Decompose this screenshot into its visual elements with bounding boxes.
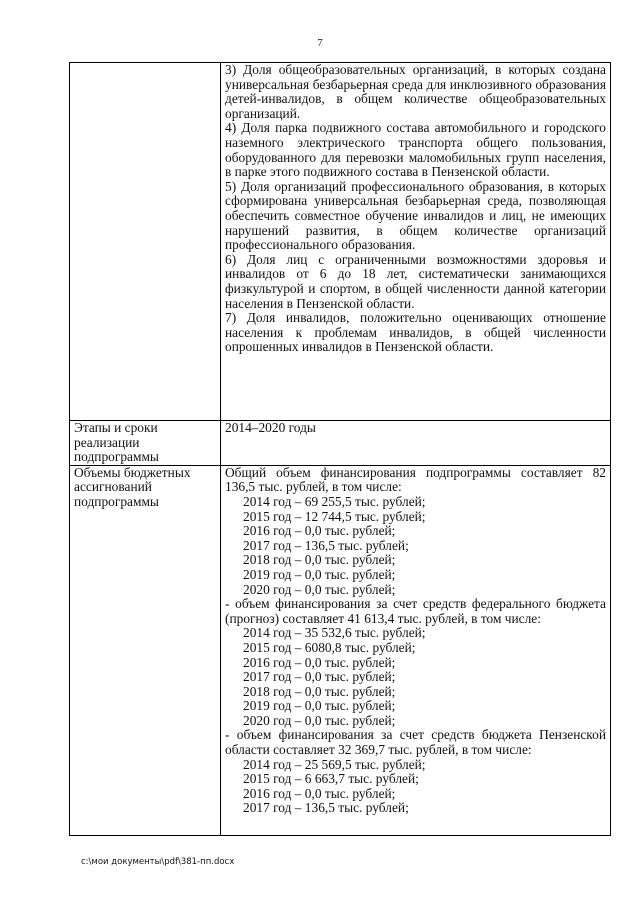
- table-row-budget: [70, 465, 611, 835]
- federal-year-line: 2018 год – 0,0 тыс. рублей;: [243, 683, 396, 699]
- total-year-line: 2015 год – 12 744,5 тыс. рублей;: [243, 508, 426, 524]
- federal-year-line: 2015 год – 6080,8 тыс. рублей;: [243, 639, 416, 655]
- table-row-stages: [70, 421, 611, 466]
- total-year-line: 2017 год – 136,5 тыс. рублей;: [243, 537, 409, 553]
- indicator-4: 4) Доля парка подвижного состава автомобильного и городского наземного электрического транспорта общего пользования, оборудованного для перевозки маломобильных групп населения, в парке этого подвижного состава в Пензенской области.: [225, 120, 606, 180]
- regional-year-line: 2016 год – 0,0 тыс. рублей;: [243, 785, 396, 801]
- total-financing-intro: Общий объем финансирования подпрограммы составляет 82 136,5 тыс. рублей, в том числе:: [225, 464, 606, 495]
- total-year-line: 2018 год – 0,0 тыс. рублей;: [243, 552, 396, 568]
- regional-financing-intro: - объем финансирования за счет средств бюджета Пензенской области составляет 32 369,7 тыс. рублей, в том числе:: [225, 727, 606, 758]
- indicators-label-cell: [70, 63, 221, 421]
- federal-year-line: 2017 год – 0,0 тыс. рублей;: [243, 669, 396, 685]
- stages-value: 2014–2020 годы: [221, 421, 611, 466]
- regional-year-line: 2017 год – 136,5 тыс. рублей;: [243, 800, 409, 816]
- federal-year-line: 2020 год – 0,0 тыс. рублей;: [243, 712, 396, 728]
- indicators-cell: [221, 63, 611, 421]
- stages-label: Этапы и сроки реализации подпрограммы: [70, 421, 221, 466]
- federal-financing-intro: - объем финансирования за счет средств федерального бюджета (прогноз) составляет 41 613,4 тыс. рублей, в том числе:: [225, 596, 606, 626]
- indicator-3: 3) Доля общеобразовательных организаций, в которых создана универсальная безбарьерная среда для инклюзивного образования детей-инвалидов, в общем количестве общеобразовательных организаций.: [225, 62, 606, 121]
- total-year-line: 2019 год – 0,0 тыс. рублей;: [243, 566, 396, 582]
- total-year-line: 2014 год – 69 255,5 тыс. рублей;: [243, 493, 426, 509]
- regional-year-line: 2015 год – 6 663,7 тыс. рублей;: [243, 771, 419, 787]
- federal-year-line: 2016 год – 0,0 тыс. рублей;: [243, 654, 396, 670]
- total-year-line: 2016 год – 0,0 тыс. рублей;: [243, 523, 396, 539]
- footer-file-path: c:\мои документы\pdf\381-пп.docx: [81, 857, 235, 867]
- total-year-line: 2020 год – 0,0 тыс. рублей;: [243, 581, 396, 597]
- federal-year-line: 2019 год – 0,0 тыс. рублей;: [243, 698, 396, 714]
- program-passport-table: [69, 62, 611, 836]
- regional-year-line: 2014 год – 25 569,5 тыс. рублей;: [243, 756, 426, 772]
- indicator-7: 7) Доля инвалидов, положительно оценивающих отношение населения к проблемам инвалидов, в общей численности опрошенных инвалидов в Пензенской области.: [225, 310, 606, 355]
- page-number: 7: [317, 37, 323, 49]
- indicator-6: 6) Доля лиц с ограниченными возможностями здоровья и инвалидов от 6 до 18 лет, систематически занимающихся физкультурой и спортом, в общей численности данной категории населения в Пензенской области.: [225, 251, 606, 311]
- budget-cell: [221, 465, 611, 835]
- indicator-5: 5) Доля организаций профессионального образования, в которых сформирована универсальная безбарьерная среда, позволяющая обеспечить совместное обучение инвалидов и лиц, не имеющих нарушений развития, в общем количестве организаций профессионального образования.: [225, 178, 606, 253]
- federal-year-line: 2014 год – 35 532,6 тыс. рублей;: [243, 625, 426, 641]
- table-row-indicators: [70, 63, 611, 421]
- budget-label: Объемы бюджетных ассигнований подпрограммы: [70, 465, 221, 835]
